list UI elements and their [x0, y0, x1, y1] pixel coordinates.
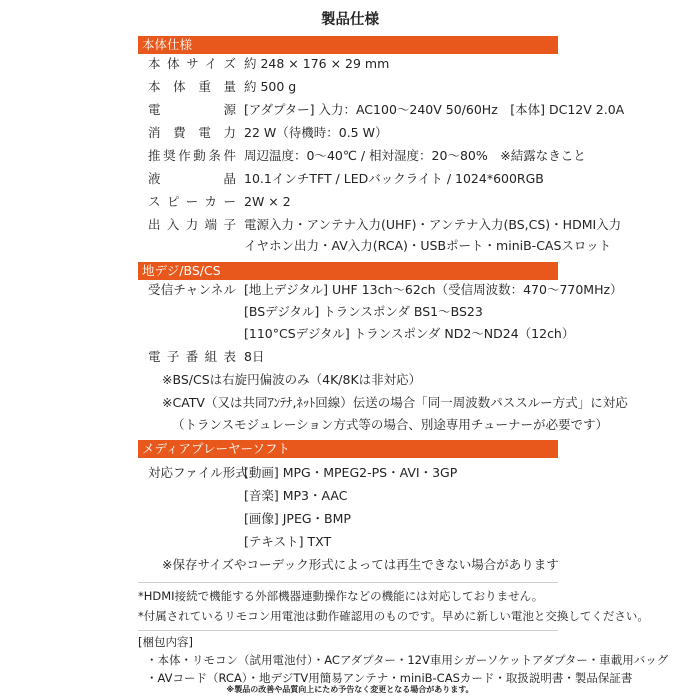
- spec-value: 電源入力・アンテナ入力(UHF)・アンテナ入力(BS,CS)・HDMI入力: [244, 217, 622, 232]
- divider: [138, 582, 558, 583]
- tuner-note: ※CATV（又は共同ｱﾝﾃﾅ,ﾈｯﾄ回線）伝送の場合「同一周波数パススルー方式」に対応: [162, 395, 628, 410]
- spec-value: [BSデジタル] トランスポンダ BS1〜BS23: [244, 304, 483, 319]
- spec-label: 本体重量: [148, 79, 236, 94]
- page-title: 製品仕様: [321, 12, 379, 28]
- spec-value: イヤホン出力・AV入力(RCA)・USBポート・miniB-CASスロット: [244, 238, 612, 253]
- spec-value: [110°CSデジタル] トランスポンダ ND2〜ND24（12ch）: [244, 326, 575, 341]
- spec-value: 約 500 g: [244, 79, 297, 94]
- spec-row: [138, 236, 612, 256]
- spec-label: 液晶: [148, 171, 236, 186]
- spec-row: [138, 486, 568, 506]
- spec-label: 電源: [148, 102, 236, 117]
- spec-row: [138, 302, 568, 322]
- section-header-tuner: 地デジ/BS/CS: [138, 262, 558, 280]
- media-note: ※保存サイズやコーデック形式によっては再生できない場合があります: [162, 557, 559, 572]
- spec-label: 出入力端子: [148, 217, 236, 232]
- general-note: *HDMI接続で機能する外部機器連動操作などの機能には対応しておりません。: [138, 589, 544, 603]
- spec-value: 10.1インチTFT / LEDバックライト / 1024*600RGB: [244, 171, 544, 186]
- spec-label: 受信チャンネル: [148, 282, 236, 297]
- spec-label: 対応ファイル形式: [148, 465, 248, 480]
- spec-row: [138, 347, 568, 367]
- spec-row: [138, 54, 568, 74]
- spec-value: 8日: [244, 349, 265, 364]
- general-note: *付属されているリモコン用電池は動作確認用のものです。早めに新しい電池と交換してください。: [138, 609, 649, 623]
- spec-row: [138, 509, 568, 529]
- spec-label: 電子番組表: [148, 349, 236, 364]
- package-line: ・本体・リモコン（試用電池付）・ACアダプター・12V車用シガーソケットアダプター・車載用バッグ: [146, 653, 669, 667]
- spec-value: [テキスト] TXT: [244, 534, 332, 549]
- spec-value: 2W × 2: [244, 194, 291, 209]
- spec-label: 推奨作動条件: [148, 148, 236, 163]
- spec-value: [画像] JPEG・BMP: [244, 511, 351, 526]
- spec-row: [138, 77, 568, 97]
- spec-row: [138, 123, 568, 143]
- spec-row: [138, 100, 625, 120]
- package-header: [梱包内容]: [138, 635, 193, 649]
- spec-value: 22 W（待機時：0.5 W）: [244, 125, 388, 140]
- divider: [138, 630, 558, 631]
- tuner-note: ※BS/CSは右旋円偏波のみ（4K/8Kは非対応）: [162, 372, 422, 387]
- spec-row: [138, 169, 568, 189]
- spec-value: [アダプター] 入力：AC100〜240V 50/60Hz [本体] DC12V 2.0A: [244, 102, 625, 117]
- spec-row: [138, 146, 586, 166]
- section-header-media: メディアプレーヤーソフト: [138, 440, 558, 458]
- package-line: ・AVコード（RCA）・地デジTV用簡易アンテナ・miniB-CASカード・取扱説明書・製品保証書: [146, 671, 633, 685]
- spec-row: [138, 324, 575, 344]
- spec-row: [138, 192, 568, 212]
- spec-label: スピーカー: [148, 194, 236, 209]
- spec-value: 周辺温度：0〜40℃ / 相対湿度：20〜80% ※結露なきこと: [244, 148, 586, 163]
- spec-row: [138, 280, 623, 300]
- spec-label: 消費電力: [148, 125, 236, 140]
- footer-note: ※製品の改善や品質向上にため予告なく変更となる場合があります。: [226, 685, 474, 694]
- spec-row: [138, 532, 568, 552]
- section-header-body: 本体仕様: [138, 36, 558, 54]
- spec-value: 約 248 × 176 × 29 mm: [244, 56, 390, 71]
- spec-value: [音楽] MP3・AAC: [244, 488, 348, 503]
- spec-row: [138, 215, 622, 235]
- spec-value: [動画] MPG・MPEG2-PS・AVI・3GP: [244, 465, 458, 480]
- spec-label: 本体サイズ: [148, 56, 236, 71]
- tuner-note: （トランスモジュレーション方式等の場合、別途専用チューナーが必要です）: [172, 417, 609, 432]
- spec-value: [地上デジタル] UHF 13ch〜62ch（受信周波数：470〜770MHz）: [244, 282, 623, 297]
- spec-row: [138, 463, 568, 483]
